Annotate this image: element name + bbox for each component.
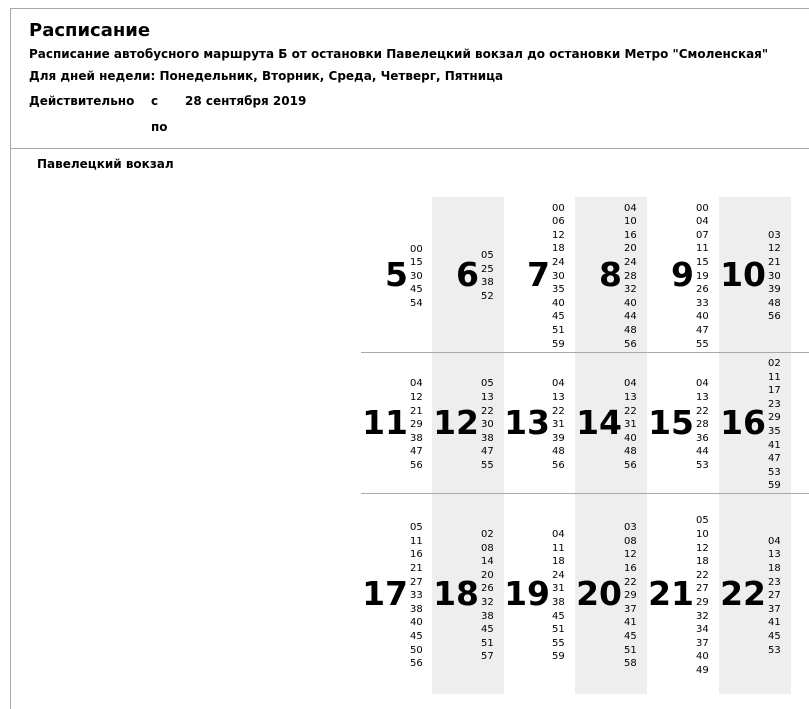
hour-label: 11	[362, 403, 408, 442]
validity-to-label: по	[151, 120, 168, 134]
minute-value: 24	[552, 569, 565, 581]
minute-value: 45	[481, 624, 494, 636]
minute-value: 28	[696, 419, 709, 431]
minute-value: 20	[624, 243, 637, 255]
minute-value: 10	[696, 528, 709, 540]
minute-value: 55	[481, 459, 494, 471]
minutes-list	[481, 528, 494, 664]
minute-value: 04	[696, 378, 709, 390]
hour-cell-19	[503, 494, 575, 694]
minute-value: 49	[696, 664, 709, 676]
minutes-list	[552, 528, 565, 664]
minute-value: 31	[552, 583, 565, 595]
minute-value: 45	[768, 630, 781, 642]
minutes-list	[768, 535, 781, 657]
minutes-list	[410, 521, 423, 671]
minute-value: 07	[696, 229, 709, 241]
minute-value: 59	[552, 651, 565, 663]
hour-cell-12	[432, 353, 504, 493]
hour-cell-11	[361, 353, 433, 493]
minutes-list	[624, 521, 637, 671]
minute-value: 58	[624, 658, 637, 670]
hour-cell-17	[361, 494, 433, 694]
minute-value: 28	[624, 270, 637, 282]
minute-value: 23	[768, 576, 781, 588]
minute-value: 16	[624, 229, 637, 241]
minute-value: 52	[481, 291, 494, 303]
minute-value: 22	[552, 405, 565, 417]
minute-value: 50	[410, 644, 423, 656]
minute-value: 59	[552, 338, 565, 350]
minute-value: 26	[481, 583, 494, 595]
hour-cell-15	[647, 353, 719, 493]
minute-value: 53	[696, 459, 709, 471]
minutes-list	[696, 202, 709, 352]
minute-value: 26	[696, 284, 709, 296]
minute-value: 57	[481, 651, 494, 663]
minute-value: 55	[696, 338, 709, 350]
minute-value: 18	[696, 556, 709, 568]
minute-value: 55	[552, 637, 565, 649]
minute-value: 08	[624, 535, 637, 547]
minutes-list	[768, 229, 781, 324]
minute-value: 00	[696, 202, 709, 214]
hour-cell-9	[647, 197, 719, 352]
minute-value: 40	[696, 651, 709, 663]
minute-value: 05	[410, 522, 423, 534]
minute-value: 31	[552, 419, 565, 431]
minute-value: 47	[768, 453, 781, 465]
minute-value: 11	[410, 535, 423, 547]
minute-value: 27	[410, 576, 423, 588]
minute-value: 05	[696, 515, 709, 527]
minute-value: 16	[410, 549, 423, 561]
minute-value: 45	[410, 630, 423, 642]
minute-value: 27	[768, 590, 781, 602]
minute-value: 29	[768, 412, 781, 424]
minute-value: 29	[410, 419, 423, 431]
hour-label: 8	[599, 254, 622, 294]
hour-cell-22	[719, 494, 791, 694]
days-of-week: Для дней недели: Понедельник, Вторник, Среда, Четверг, Пятница	[29, 69, 504, 83]
minute-value: 10	[624, 216, 637, 228]
minute-value: 40	[624, 432, 637, 444]
minute-value: 20	[481, 569, 494, 581]
hour-label: 22	[720, 574, 766, 613]
minute-value: 22	[481, 405, 494, 417]
hour-cell-7	[503, 197, 575, 352]
minute-value: 13	[481, 391, 494, 403]
stop-name: Павелецкий вокзал	[37, 157, 174, 171]
minute-value: 18	[552, 243, 565, 255]
minute-value: 22	[624, 576, 637, 588]
minute-value: 59	[768, 480, 781, 492]
minute-value: 24	[552, 257, 565, 269]
hour-cell-10	[719, 197, 791, 352]
route-description: Расписание автобусного маршрута Б от остановки Павелецкий вокзал до остановки Метро "Смоленская"	[29, 47, 769, 61]
hour-cell-16	[719, 353, 791, 493]
minute-value: 41	[624, 617, 637, 629]
minute-value: 48	[552, 446, 565, 458]
minute-value: 18	[768, 562, 781, 574]
minute-value: 25	[481, 263, 494, 275]
minute-value: 12	[696, 542, 709, 554]
minute-value: 04	[552, 529, 565, 540]
minute-value: 30	[552, 270, 565, 282]
minute-value: 13	[768, 549, 781, 561]
hour-label: 7	[527, 254, 550, 294]
minute-value: 37	[696, 637, 709, 649]
minute-value: 11	[768, 371, 781, 383]
minute-value: 48	[624, 325, 637, 337]
validity-from-date: 28 сентября 2019	[185, 94, 307, 108]
minute-value: 45	[624, 630, 637, 642]
minute-value: 12	[624, 549, 637, 561]
hour-label: 20	[576, 574, 622, 613]
minute-value: 41	[768, 439, 781, 451]
minute-value: 54	[410, 297, 423, 309]
minute-value: 53	[768, 644, 781, 656]
hour-cell-6	[432, 197, 504, 352]
minute-value: 04	[552, 378, 565, 390]
minute-value: 29	[696, 596, 709, 608]
minute-value: 04	[624, 202, 637, 214]
minute-value: 38	[410, 432, 423, 444]
minute-value: 35	[552, 284, 565, 296]
minute-value: 53	[768, 466, 781, 478]
minute-value: 33	[696, 297, 709, 309]
minute-value: 12	[768, 243, 781, 255]
minute-value: 02	[481, 529, 494, 540]
minute-value: 35	[768, 425, 781, 437]
minute-value: 03	[624, 522, 637, 534]
minute-value: 51	[624, 644, 637, 656]
minutes-list	[481, 377, 494, 472]
minute-value: 21	[410, 562, 423, 574]
minute-value: 04	[624, 378, 637, 390]
minute-value: 45	[552, 610, 565, 622]
minute-value: 47	[481, 446, 494, 458]
minute-value: 39	[552, 432, 565, 444]
minute-value: 51	[481, 637, 494, 649]
minute-value: 37	[768, 603, 781, 615]
minute-value: 51	[552, 325, 565, 337]
minutes-list	[696, 514, 709, 677]
minute-value: 17	[768, 385, 781, 397]
hour-label: 19	[504, 574, 550, 613]
minute-value: 04	[696, 216, 709, 228]
minute-value: 45	[410, 284, 423, 296]
minutes-list	[410, 377, 423, 472]
minute-value: 29	[624, 590, 637, 602]
minute-value: 30	[481, 419, 494, 431]
validity-label: Действительно	[29, 94, 135, 108]
minute-value: 06	[552, 216, 565, 228]
minute-value: 31	[624, 419, 637, 431]
minute-value: 40	[552, 297, 565, 309]
minute-value: 32	[696, 610, 709, 622]
minutes-list	[624, 202, 637, 352]
minute-value: 47	[410, 446, 423, 458]
minute-value: 08	[481, 542, 494, 554]
minute-value: 51	[552, 624, 565, 636]
minute-value: 22	[624, 405, 637, 417]
minute-value: 15	[410, 257, 423, 269]
minute-value: 13	[624, 391, 637, 403]
minute-value: 33	[410, 590, 423, 602]
minute-value: 13	[696, 391, 709, 403]
minute-value: 00	[552, 202, 565, 214]
minute-value: 56	[624, 338, 637, 350]
minute-value: 56	[410, 658, 423, 670]
minute-value: 21	[768, 257, 781, 269]
minutes-list	[696, 377, 709, 472]
minute-value: 34	[696, 624, 709, 636]
minutes-list	[410, 243, 423, 311]
hour-label: 9	[671, 254, 694, 294]
hour-cell-18	[432, 494, 504, 694]
page-title: Расписание	[29, 20, 151, 41]
minute-value: 38	[410, 603, 423, 615]
header-divider	[10, 148, 809, 149]
minute-value: 14	[481, 556, 494, 568]
minute-value: 48	[624, 446, 637, 458]
minute-value: 40	[410, 617, 423, 629]
minute-value: 05	[481, 250, 494, 262]
minute-value: 40	[696, 311, 709, 323]
minute-value: 04	[768, 535, 781, 547]
minutes-list	[481, 249, 494, 303]
minute-value: 02	[768, 358, 781, 369]
minute-value: 03	[768, 229, 781, 241]
minute-value: 56	[552, 459, 565, 471]
minute-value: 30	[768, 270, 781, 282]
minute-value: 18	[552, 556, 565, 568]
minute-value: 22	[696, 405, 709, 417]
minute-value: 04	[410, 378, 423, 390]
minute-value: 56	[624, 459, 637, 471]
hour-label: 14	[576, 403, 622, 442]
minute-value: 38	[481, 610, 494, 622]
hour-label: 15	[648, 403, 694, 442]
hour-label: 18	[433, 574, 479, 613]
minute-value: 12	[410, 391, 423, 403]
hour-cell-13	[503, 353, 575, 493]
minute-value: 24	[624, 257, 637, 269]
minute-value: 44	[624, 311, 637, 323]
minute-value: 30	[410, 270, 423, 282]
minute-value: 12	[552, 229, 565, 241]
hour-cell-8	[575, 197, 647, 352]
minute-value: 37	[624, 603, 637, 615]
minute-value: 47	[696, 325, 709, 337]
minute-value: 56	[410, 459, 423, 471]
minute-value: 19	[696, 270, 709, 282]
minute-value: 00	[410, 243, 423, 255]
minute-value: 48	[768, 297, 781, 309]
minutes-list	[768, 357, 781, 493]
minutes-list	[552, 377, 565, 472]
hour-label: 17	[362, 574, 408, 613]
hour-label: 13	[504, 403, 550, 442]
hour-label: 6	[456, 254, 479, 294]
hour-cell-21	[647, 494, 719, 694]
minute-value: 11	[552, 542, 565, 554]
minute-value: 38	[481, 277, 494, 289]
validity-from-label: с	[151, 94, 159, 108]
hour-label: 5	[385, 254, 408, 294]
minute-value: 44	[696, 446, 709, 458]
minute-value: 21	[410, 405, 423, 417]
minute-value: 05	[481, 378, 494, 390]
minute-value: 39	[768, 284, 781, 296]
minute-value: 22	[696, 569, 709, 581]
hour-label: 21	[648, 574, 694, 613]
minute-value: 38	[552, 596, 565, 608]
minute-value: 36	[696, 432, 709, 444]
hour-cell-14	[575, 353, 647, 493]
minute-value: 27	[696, 583, 709, 595]
minute-value: 15	[696, 257, 709, 269]
minute-value: 23	[768, 398, 781, 410]
minute-value: 11	[696, 243, 709, 255]
minutes-list	[624, 377, 637, 472]
hour-cell-5	[361, 197, 433, 352]
hour-label: 12	[433, 403, 479, 442]
hour-cell-20	[575, 494, 647, 694]
minute-value: 56	[768, 311, 781, 323]
hour-label: 16	[720, 403, 766, 442]
minute-value: 40	[624, 297, 637, 309]
minute-value: 13	[552, 391, 565, 403]
minute-value: 32	[481, 596, 494, 608]
minute-value: 32	[624, 284, 637, 296]
hour-label: 10	[720, 254, 766, 294]
minutes-list	[552, 202, 565, 352]
minute-value: 45	[552, 311, 565, 323]
minute-value: 41	[768, 617, 781, 629]
minute-value: 38	[481, 432, 494, 444]
minute-value: 16	[624, 562, 637, 574]
